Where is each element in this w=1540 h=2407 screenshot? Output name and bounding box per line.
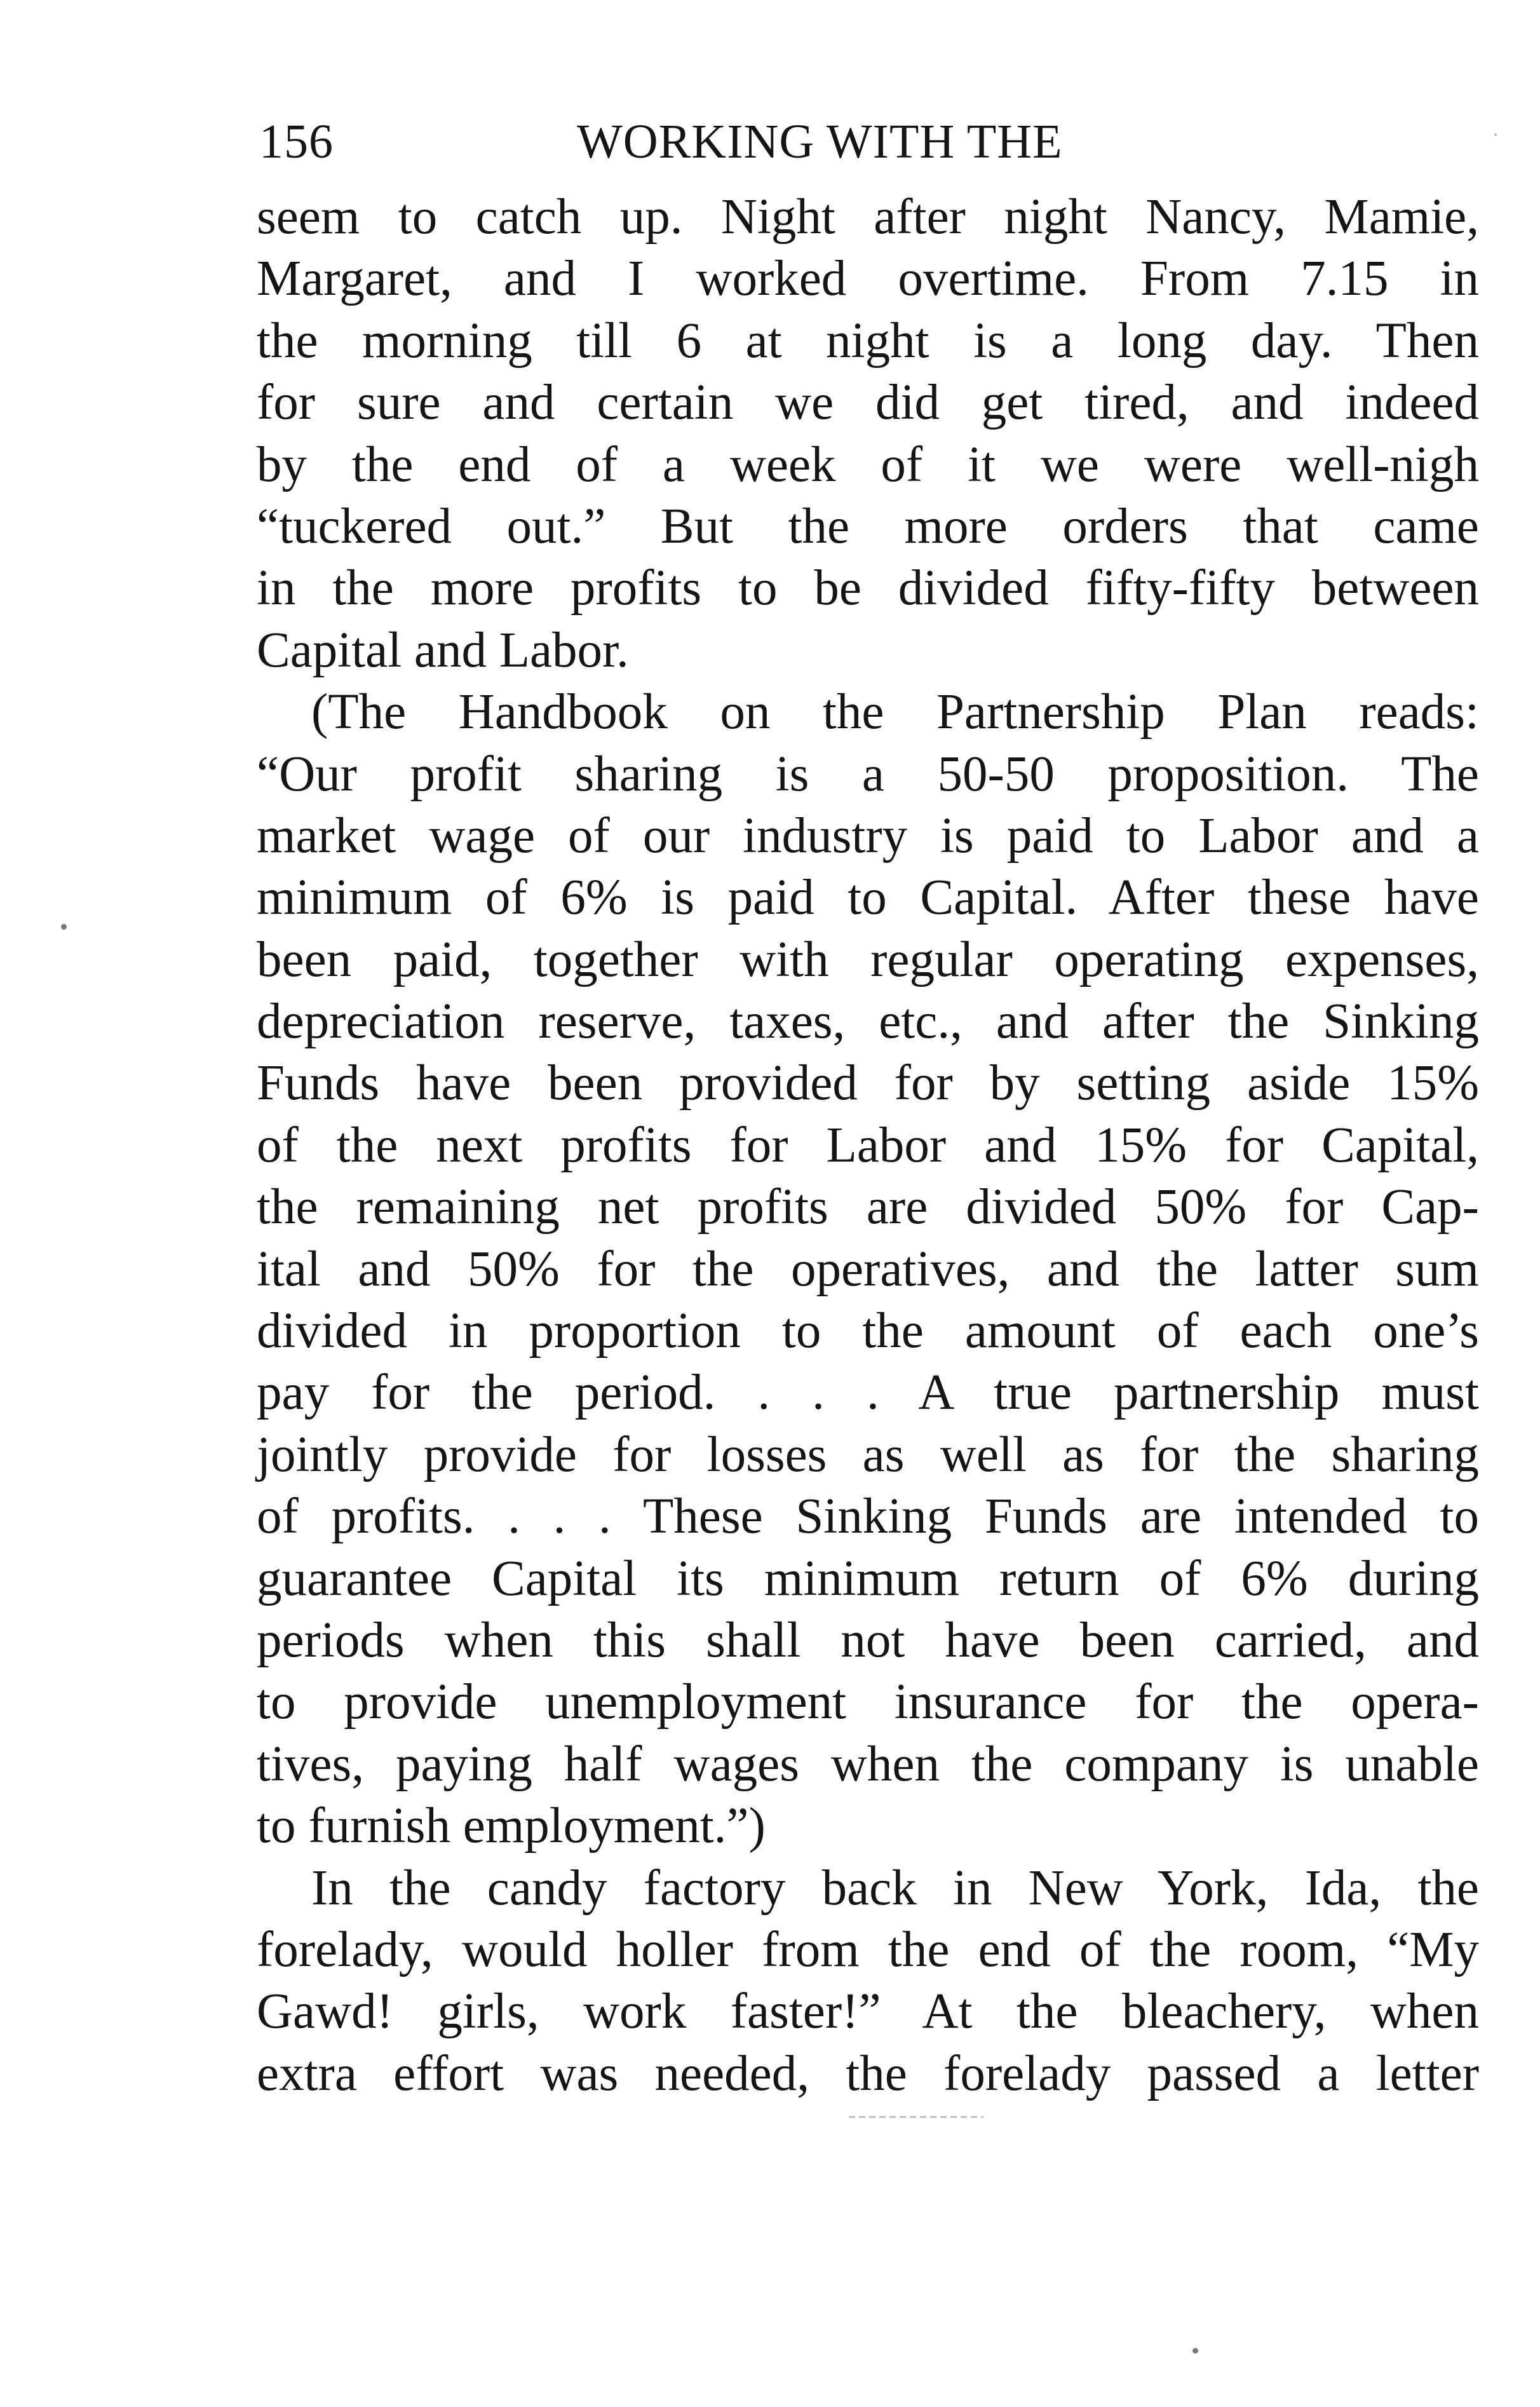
text-line: tives, paying half wages when the company is unable — [257, 1736, 1479, 1792]
text-line: In the candy factory back in New York, Ida, the — [311, 1860, 1479, 1916]
text-line: divided in proportion to the amount of each one’s — [257, 1303, 1479, 1359]
text-line: jointly provide for losses as well as for the sharing — [257, 1427, 1479, 1482]
text-line: pay for the period. . . . A true partnership must — [257, 1365, 1479, 1421]
text-line: periods when this shall not have been carried, and — [257, 1612, 1479, 1668]
page-header — [259, 107, 1161, 177]
text-line: of the next profits for Labor and 15% for Capital, — [257, 1117, 1479, 1173]
text-line: the remaining net profits are divided 50% for Cap- — [257, 1179, 1479, 1235]
print-artifact-dot — [61, 924, 67, 930]
text-line: Margaret, and I worked overtime. From 7.15 in — [257, 251, 1479, 307]
text-line: seem to catch up. Night after night Nancy, Mamie, — [257, 189, 1479, 245]
text-line: forelady, would holler from the end of the room, “My — [257, 1922, 1479, 1977]
text-line: in the more profits to be divided fifty-fifty between — [257, 560, 1479, 616]
text-line: Funds have been provided for by setting aside 15% — [257, 1055, 1479, 1111]
text-line: ital and 50% for the operatives, and the latter sum — [257, 1241, 1479, 1297]
text-line: minimum of 6% is paid to Capital. After these have — [257, 870, 1479, 926]
print-artifact-dot — [1494, 133, 1497, 136]
text-line: “Our profit sharing is a 50-50 proposition. The — [257, 746, 1479, 802]
text-line: by the end of a week of it we were well-nigh — [257, 437, 1479, 492]
text-line: market wage of our industry is paid to Labor and a — [257, 808, 1479, 864]
text-line: to furnish employment.”) — [257, 1798, 766, 1854]
page-number: 156 — [259, 115, 334, 168]
text-line: “tuckered out.” But the more orders that came — [257, 498, 1479, 554]
print-artifact-dash — [849, 2116, 983, 2118]
text-line: been paid, together with regular operating expenses, — [257, 932, 1479, 987]
text-line: the morning till 6 at night is a long day. Then — [257, 313, 1479, 369]
text-line: Gawd! girls, work faster!” At the bleachery, when — [257, 1984, 1479, 2040]
text-line: of profits. . . . These Sinking Funds are intended to — [257, 1489, 1479, 1545]
running-head: WORKING WITH THE — [577, 115, 1063, 168]
text-line: (The Handbook on the Partnership Plan reads: — [311, 684, 1479, 740]
text-line: extra effort was needed, the forelady passed a letter — [257, 2045, 1479, 2101]
text-line: for sure and certain we did get tired, and indeed — [257, 375, 1479, 431]
text-line: Capital and Labor. — [257, 622, 629, 678]
print-artifact-dot — [1192, 2348, 1198, 2354]
body-text — [257, 186, 1479, 2105]
text-line: guarantee Capital its minimum return of 6% during — [257, 1550, 1479, 1606]
text-line: to provide unemployment insurance for the opera- — [257, 1674, 1479, 1730]
text-line: depreciation reserve, taxes, etc., and after the Sinking — [257, 994, 1479, 1050]
